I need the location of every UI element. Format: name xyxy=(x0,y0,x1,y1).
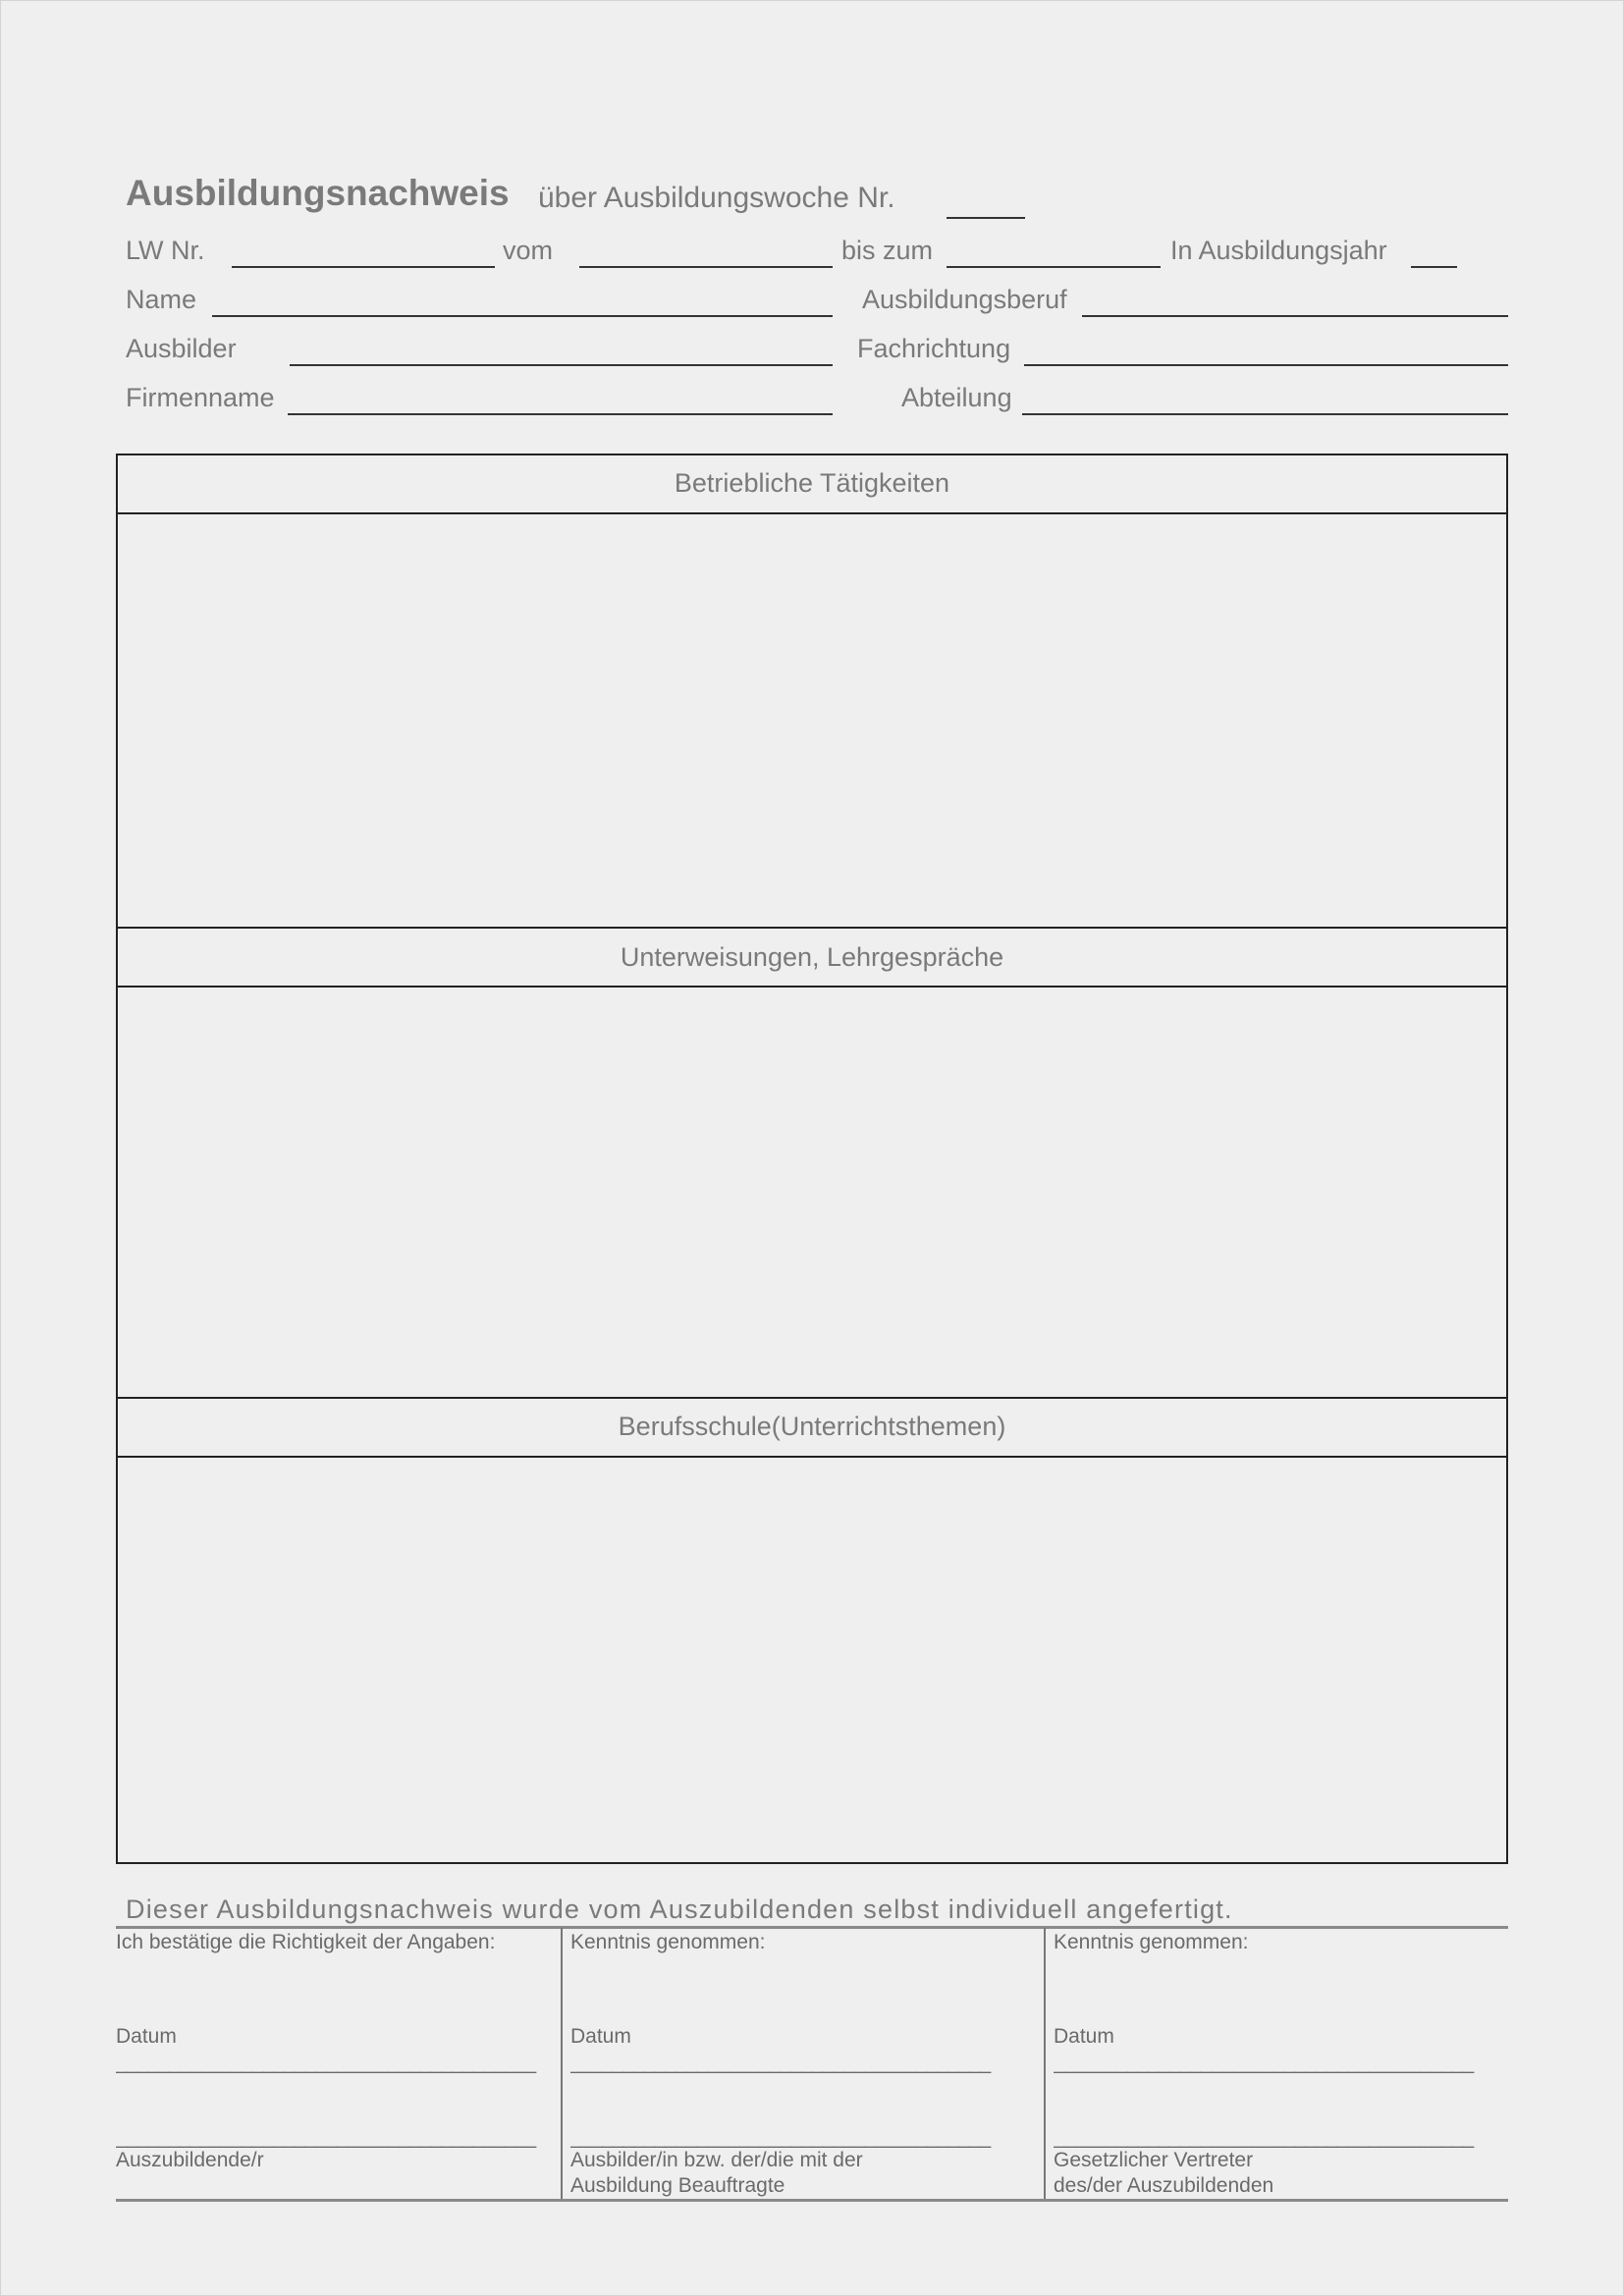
bis-zum-field[interactable] xyxy=(947,266,1161,268)
signature-column-divider xyxy=(561,1928,563,2199)
betriebliche-taetigkeiten-area[interactable] xyxy=(120,516,1504,925)
unterweisungen-area[interactable] xyxy=(120,989,1504,1396)
role-trainer: Ausbilder/in bzw. der/die mit der xyxy=(570,2149,863,2171)
fachrichtung-label: Fachrichtung xyxy=(857,334,1011,363)
section-divider xyxy=(116,512,1508,514)
vom-label: vom xyxy=(503,236,554,265)
name-field[interactable] xyxy=(212,315,833,317)
signature-heading-guardian: Kenntnis genommen: xyxy=(1054,1931,1249,1953)
signature-heading-trainee: Ich bestätige die Richtigkeit der Angaben: xyxy=(116,1931,496,1953)
section-divider xyxy=(116,986,1508,988)
week-number-field[interactable] xyxy=(947,217,1025,219)
ausbildungsjahr-field[interactable] xyxy=(1411,266,1457,268)
firmenname-field[interactable] xyxy=(288,413,833,415)
ausbilder-field[interactable] xyxy=(290,364,833,366)
section-title-betriebliche-taetigkeiten: Betriebliche Tätigkeiten xyxy=(674,468,950,498)
bis-zum-label: bis zum xyxy=(841,236,934,265)
fachrichtung-field[interactable] xyxy=(1024,364,1508,366)
role-trainer-line2: Ausbildung Beauftragte xyxy=(570,2174,785,2197)
datum-line-trainer[interactable]: ________________________________________ xyxy=(570,2052,991,2074)
signature-line-trainer[interactable]: ________________________________________ xyxy=(570,2126,991,2149)
section-divider xyxy=(116,1397,1508,1399)
role-trainee: Auszubildende/r xyxy=(116,2149,264,2171)
self-made-note: Dieser Ausbildungsnachweis wurde vom Auszubildenden selbst individuell angefertigt. xyxy=(126,1895,1233,1924)
ausbildungsberuf-field[interactable] xyxy=(1082,315,1508,317)
role-guardian: Gesetzlicher Vertreter xyxy=(1054,2149,1254,2171)
abteilung-field[interactable] xyxy=(1022,413,1508,415)
datum-label-guardian: Datum xyxy=(1054,2025,1114,2048)
role-guardian-line2: des/der Auszubildenden xyxy=(1054,2174,1274,2197)
document-title: Ausbildungsnachweis xyxy=(126,173,510,213)
datum-label-trainee: Datum xyxy=(116,2025,177,2048)
signature-column-divider xyxy=(1044,1928,1046,2199)
abteilung-label: Abteilung xyxy=(901,383,1012,412)
signature-bottom-rule xyxy=(116,2199,1508,2202)
name-label: Name xyxy=(126,285,197,314)
datum-line-trainee[interactable]: ________________________________________ xyxy=(116,2052,536,2074)
datum-line-guardian[interactable]: ________________________________________ xyxy=(1054,2052,1474,2074)
section-divider xyxy=(116,927,1508,929)
section-title-unterweisungen: Unterweisungen, Lehrgespräche xyxy=(620,942,1004,972)
signature-line-trainee[interactable]: ________________________________________ xyxy=(116,2126,536,2149)
document-subtitle: über Ausbildungswoche Nr. xyxy=(538,182,895,214)
vom-field[interactable] xyxy=(579,266,833,268)
signature-heading-trainer: Kenntnis genommen: xyxy=(570,1931,766,1953)
signature-line-guardian[interactable]: ________________________________________ xyxy=(1054,2126,1474,2149)
datum-label-trainer: Datum xyxy=(570,2025,631,2048)
ausbilder-label: Ausbilder xyxy=(126,334,237,363)
ausbildungsberuf-label: Ausbildungsberuf xyxy=(862,285,1067,314)
firmenname-label: Firmenname xyxy=(126,383,275,412)
section-divider xyxy=(116,1456,1508,1458)
ausbildungsjahr-label: In Ausbildungsjahr xyxy=(1170,236,1387,265)
lw-nr-field[interactable] xyxy=(232,266,495,268)
section-title-berufsschule: Berufsschule(Unterrichtsthemen) xyxy=(618,1412,1006,1441)
berufsschule-area[interactable] xyxy=(120,1460,1504,1860)
lw-nr-label: LW Nr. xyxy=(126,236,205,265)
signature-top-rule xyxy=(116,1926,1508,1929)
